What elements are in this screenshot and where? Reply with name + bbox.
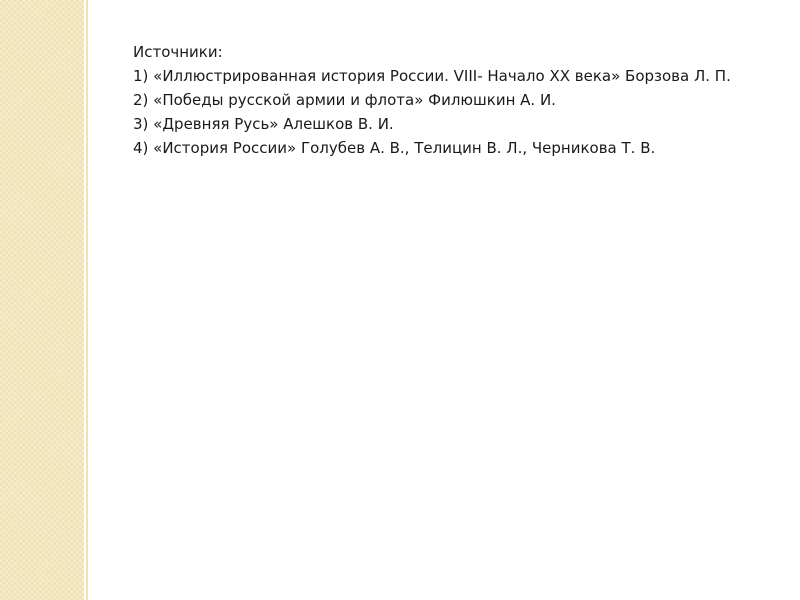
sources-heading: Источники: bbox=[133, 43, 223, 61]
source-item-1: 1) «Иллюстрированная история России. VIII- Начало XX века» Борзова Л. П. bbox=[133, 67, 731, 85]
decorative-side-line bbox=[86, 0, 88, 600]
source-item-4: 4) «История России» Голубев А. В., Телицин В. Л., Черникова Т. В. bbox=[133, 139, 656, 157]
source-item-2: 2) «Победы русской армии и флота» Филюшкин А. И. bbox=[133, 91, 556, 109]
source-item-3: 3) «Древняя Русь» Алешков В. И. bbox=[133, 115, 394, 133]
sources-text-block bbox=[133, 40, 753, 160]
decorative-side-band bbox=[0, 0, 84, 600]
